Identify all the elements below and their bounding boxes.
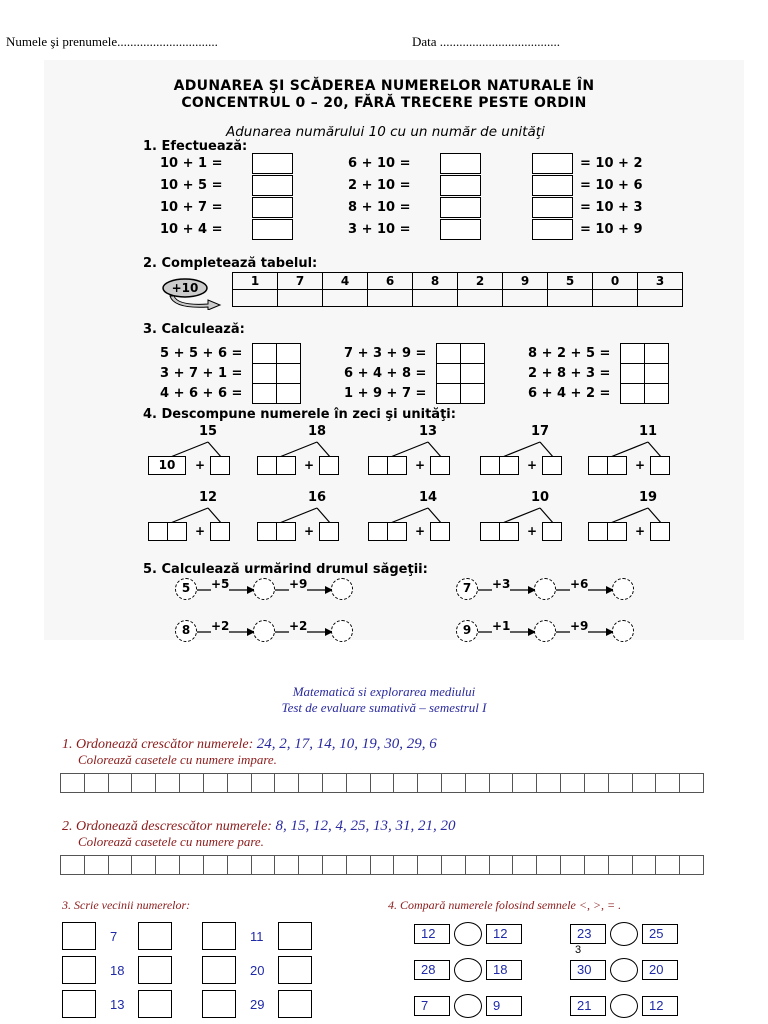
- result-sun-icon[interactable]: [331, 578, 353, 600]
- units-answer-box[interactable]: [542, 522, 562, 541]
- answer-cell[interactable]: [656, 856, 680, 874]
- units-box[interactable]: [607, 522, 627, 541]
- plus-sign: +: [527, 524, 538, 538]
- number-to-decompose: 14: [418, 490, 438, 505]
- number-to-decompose: 12: [198, 490, 218, 505]
- units-box[interactable]: [387, 456, 407, 475]
- tens-box[interactable]: [257, 456, 277, 475]
- equation-label: 8 + 2 + 5 =: [528, 346, 611, 361]
- units-box[interactable]: [499, 522, 519, 541]
- q2-subtext: Colorează casetele cu numere pare.: [78, 834, 264, 849]
- equation-label: 3 + 7 + 1 =: [160, 366, 243, 381]
- answer-cell[interactable]: [633, 856, 657, 874]
- successor-box[interactable]: [138, 956, 172, 984]
- plus-sign: +: [415, 458, 426, 472]
- tens-box[interactable]: [257, 522, 277, 541]
- answer-box[interactable]: [252, 197, 293, 218]
- q3-text: 3. Scrie vecinii numerelor:: [62, 898, 191, 912]
- units-answer-box[interactable]: [210, 522, 230, 541]
- answer-box[interactable]: [532, 153, 573, 174]
- equation-label: 8 + 10 =: [348, 200, 411, 215]
- table-value-cell: 1: [233, 273, 278, 290]
- number-to-decompose: 11: [638, 424, 658, 439]
- table-answer-cell[interactable]: [458, 290, 503, 307]
- compare-sign-circle[interactable]: [454, 958, 482, 982]
- answer-cell[interactable]: [228, 774, 252, 792]
- answer-cell[interactable]: [132, 774, 156, 792]
- compare-left-number: 12: [414, 924, 450, 944]
- answer-cell[interactable]: [252, 856, 276, 874]
- answer-box[interactable]: [440, 219, 481, 240]
- answer-cell[interactable]: [371, 856, 395, 874]
- tens-box[interactable]: [148, 522, 168, 541]
- result-sun-icon[interactable]: [331, 620, 353, 642]
- answer-box-units[interactable]: [276, 343, 301, 364]
- predecessor-box[interactable]: [202, 956, 236, 984]
- table-answer-cell[interactable]: [638, 290, 683, 307]
- equation-label: 10 + 1 =: [160, 156, 223, 171]
- compare-left-number: 21: [570, 996, 606, 1016]
- table-value-cell: 7: [278, 273, 323, 290]
- operation-label: +6: [570, 577, 589, 591]
- table-value-cell: 5: [548, 273, 593, 290]
- tens-box[interactable]: [480, 456, 500, 475]
- table-answer-cell[interactable]: [323, 290, 368, 307]
- plus-sign: +: [304, 524, 315, 538]
- q1-numbers: 24, 2, 17, 14, 10, 19, 30, 29, 6: [256, 736, 437, 752]
- answer-cell[interactable]: [371, 774, 395, 792]
- answer-box[interactable]: [252, 219, 293, 240]
- equation-label: 6 + 10 =: [348, 156, 411, 171]
- given-number: 7: [110, 929, 118, 944]
- answer-box-units[interactable]: [460, 343, 485, 364]
- predecessor-box[interactable]: [202, 922, 236, 950]
- equation-label: 5 + 5 + 6 =: [160, 346, 243, 361]
- section-4-title: 4. Descompune numerele în zeci şi unităţi:: [143, 407, 456, 422]
- section-3-title: 3. Calculează:: [143, 322, 245, 337]
- equation-label: 6 + 4 + 2 =: [528, 386, 611, 401]
- equation-label: = 10 + 9: [580, 222, 643, 237]
- number-to-decompose: 16: [307, 490, 327, 505]
- tens-box[interactable]: 10: [148, 456, 186, 475]
- answer-box-tens[interactable]: [252, 383, 277, 404]
- table-value-cell: 3: [638, 273, 683, 290]
- start-number-sun-icon: 9: [456, 620, 478, 642]
- equation-label: 10 + 7 =: [160, 200, 223, 215]
- answer-box-units[interactable]: [460, 363, 485, 384]
- tens-box[interactable]: [588, 456, 608, 475]
- answer-box-units[interactable]: [460, 383, 485, 404]
- answer-box-tens[interactable]: [252, 343, 277, 364]
- answer-box[interactable]: [252, 153, 293, 174]
- units-answer-box[interactable]: [650, 522, 670, 541]
- result-sun-icon[interactable]: [534, 578, 556, 600]
- equation-label: 6 + 4 + 8 =: [344, 366, 427, 381]
- answer-cell[interactable]: [513, 774, 537, 792]
- units-answer-box[interactable]: [650, 456, 670, 475]
- compare-sign-circle[interactable]: [454, 922, 482, 946]
- answer-cell[interactable]: [299, 774, 323, 792]
- compare-sign-circle[interactable]: [610, 994, 638, 1018]
- q2-numbers: 8, 15, 12, 4, 25, 13, 31, 21, 20: [275, 818, 456, 834]
- start-number-sun-icon: 7: [456, 578, 478, 600]
- answer-cell[interactable]: [513, 856, 537, 874]
- equation-label: 7 + 3 + 9 =: [344, 346, 427, 361]
- q1-answer-strip[interactable]: [60, 773, 704, 793]
- units-box[interactable]: [276, 456, 296, 475]
- answer-cell[interactable]: [228, 856, 252, 874]
- answer-cell[interactable]: [561, 774, 585, 792]
- table-answer-cell[interactable]: [548, 290, 593, 307]
- plus-sign: +: [635, 524, 646, 538]
- answer-cell[interactable]: [323, 774, 347, 792]
- operation-label: +2: [211, 619, 230, 633]
- units-answer-box[interactable]: [430, 456, 450, 475]
- start-number-sun-icon: 8: [175, 620, 197, 642]
- plus-sign: +: [415, 524, 426, 538]
- tens-box[interactable]: [368, 522, 388, 541]
- answer-cell[interactable]: [585, 856, 609, 874]
- answer-cell[interactable]: [490, 774, 514, 792]
- answer-cell[interactable]: [275, 774, 299, 792]
- answer-box[interactable]: [532, 175, 573, 196]
- answer-box[interactable]: [532, 197, 573, 218]
- plus10-arrow-icon: [160, 276, 240, 310]
- units-answer-box[interactable]: [319, 456, 339, 475]
- compare-right-number: 20: [642, 960, 678, 980]
- operation-label: +2: [289, 619, 308, 633]
- number-to-decompose: 13: [418, 424, 438, 439]
- compare-right-number: 12: [642, 996, 678, 1016]
- answer-box-tens[interactable]: [436, 383, 461, 404]
- answer-cell[interactable]: [394, 856, 418, 874]
- answer-cell[interactable]: [323, 856, 347, 874]
- answer-box-units[interactable]: [644, 363, 669, 384]
- compare-right-number: 9: [486, 996, 522, 1016]
- start-number-sun-icon: 5: [175, 578, 197, 600]
- answer-box[interactable]: [532, 219, 573, 240]
- answer-box[interactable]: [440, 175, 481, 196]
- answer-cell[interactable]: [180, 774, 204, 792]
- compare-right-number: 18: [486, 960, 522, 980]
- equation-label: = 10 + 2: [580, 156, 643, 171]
- answer-cell[interactable]: [204, 774, 228, 792]
- plus-sign: +: [527, 458, 538, 472]
- q1-subtext: Colorează casetele cu numere impare.: [78, 752, 277, 767]
- answer-box-units[interactable]: [276, 383, 301, 404]
- successor-box[interactable]: [138, 990, 172, 1018]
- answer-box[interactable]: [440, 153, 481, 174]
- answer-cell[interactable]: [656, 774, 680, 792]
- units-answer-box[interactable]: [430, 522, 450, 541]
- answer-cell[interactable]: [299, 856, 323, 874]
- stray-mark: 3: [575, 944, 582, 956]
- compare-left-number: 28: [414, 960, 450, 980]
- answer-cell[interactable]: [394, 774, 418, 792]
- answer-box-tens[interactable]: [620, 363, 645, 384]
- equation-label: 10 + 4 =: [160, 222, 223, 237]
- number-to-decompose: 18: [307, 424, 327, 439]
- result-sun-icon[interactable]: [253, 620, 275, 642]
- number-to-decompose: 17: [530, 424, 550, 439]
- result-sun-icon[interactable]: [534, 620, 556, 642]
- section-2-title: 2. Completează tabelul:: [143, 256, 318, 271]
- table-answer-cell[interactable]: [413, 290, 458, 307]
- answer-cell[interactable]: [156, 774, 180, 792]
- units-box[interactable]: [167, 522, 187, 541]
- answer-box-tens[interactable]: [252, 363, 277, 384]
- date-label: Data .....................................: [412, 34, 561, 49]
- equation-label: = 10 + 6: [580, 178, 643, 193]
- given-number: 18: [110, 963, 125, 978]
- predecessor-box[interactable]: [62, 922, 96, 950]
- answer-cell[interactable]: [537, 856, 561, 874]
- units-answer-box[interactable]: [542, 456, 562, 475]
- answer-cell[interactable]: [61, 856, 85, 874]
- test-title-line1: Matematică si explorarea mediului: [292, 684, 476, 699]
- plus-sign: +: [195, 524, 206, 538]
- answer-box-tens[interactable]: [620, 343, 645, 364]
- answer-cell[interactable]: [680, 774, 703, 792]
- result-sun-icon[interactable]: [253, 578, 275, 600]
- equation-label: 4 + 6 + 6 =: [160, 386, 243, 401]
- operation-label: +3: [492, 577, 511, 591]
- plus-sign: +: [635, 458, 646, 472]
- successor-box[interactable]: [138, 922, 172, 950]
- predecessor-box[interactable]: [202, 990, 236, 1018]
- answer-cell[interactable]: [466, 774, 490, 792]
- table-answer-cell[interactable]: [368, 290, 413, 307]
- answer-cell[interactable]: [275, 856, 299, 874]
- answer-box-tens[interactable]: [436, 343, 461, 364]
- q2-answer-strip[interactable]: [60, 855, 704, 875]
- equation-label: 2 + 8 + 3 =: [528, 366, 611, 381]
- units-box[interactable]: [276, 522, 296, 541]
- answer-cell[interactable]: [442, 774, 466, 792]
- answer-box-tens[interactable]: [620, 383, 645, 404]
- answer-cell[interactable]: [609, 856, 633, 874]
- units-answer-box[interactable]: [319, 522, 339, 541]
- section-5-title: 5. Calculează urmărind drumul săgeţii:: [143, 562, 428, 577]
- compare-sign-circle[interactable]: [454, 994, 482, 1018]
- number-to-decompose: 19: [638, 490, 658, 505]
- answer-cell[interactable]: [490, 856, 514, 874]
- test-title-line2: Test de evaluare sumativă – semestrul I: [281, 700, 487, 715]
- worksheet-title-line1: ADUNAREA ŞI SCĂDEREA NUMERELOR NATURALE ÎN: [173, 78, 595, 94]
- compare-left-number: 7: [414, 996, 450, 1016]
- given-number: 13: [110, 997, 125, 1012]
- equation-label: 3 + 10 =: [348, 222, 411, 237]
- q2-text: 2. Ordonează descrescător numerele: 8, 15, 12, 4, 25, 13, 31, 21, 20: [62, 818, 456, 834]
- answer-cell[interactable]: [442, 856, 466, 874]
- compare-sign-circle[interactable]: [610, 922, 638, 946]
- compare-left-number: 30: [570, 960, 606, 980]
- units-box[interactable]: [499, 456, 519, 475]
- compare-right-number: 25: [642, 924, 678, 944]
- tens-box[interactable]: [480, 522, 500, 541]
- successor-box[interactable]: [278, 956, 312, 984]
- equation-label: = 10 + 3: [580, 200, 643, 215]
- operation-label: +1: [492, 619, 511, 633]
- table-value-cell: 2: [458, 273, 503, 290]
- answer-box-units[interactable]: [644, 383, 669, 404]
- result-sun-icon[interactable]: [612, 620, 634, 642]
- compare-sign-circle[interactable]: [610, 958, 638, 982]
- answer-cell[interactable]: [561, 856, 585, 874]
- answer-cell[interactable]: [85, 774, 109, 792]
- units-answer-box[interactable]: [210, 456, 230, 475]
- answer-cell[interactable]: [347, 856, 371, 874]
- table-value-cell: 8: [413, 273, 458, 290]
- answer-cell[interactable]: [418, 774, 442, 792]
- predecessor-box[interactable]: [62, 990, 96, 1018]
- operation-label: +5: [211, 577, 230, 591]
- answer-cell[interactable]: [85, 856, 109, 874]
- units-box[interactable]: [387, 522, 407, 541]
- given-number: 29: [250, 997, 265, 1012]
- table-answer-cell[interactable]: [233, 290, 278, 307]
- plus10-table: [232, 272, 683, 307]
- answer-cell[interactable]: [156, 856, 180, 874]
- answer-cell[interactable]: [61, 774, 85, 792]
- units-box[interactable]: [607, 456, 627, 475]
- plus10-label: +10: [171, 281, 199, 295]
- compare-left-number: 23: [570, 924, 606, 944]
- tens-box[interactable]: [368, 456, 388, 475]
- result-sun-icon[interactable]: [612, 578, 634, 600]
- answer-cell[interactable]: [180, 856, 204, 874]
- answer-box[interactable]: [440, 197, 481, 218]
- given-number: 11: [250, 929, 264, 944]
- answer-cell[interactable]: [466, 856, 490, 874]
- worksheet-subtitle: Adunarea numărului 10 cu un număr de unităţi: [226, 124, 545, 140]
- answer-cell[interactable]: [585, 774, 609, 792]
- section-1-title: 1. Efectuează:: [143, 139, 248, 154]
- operation-label: +9: [570, 619, 589, 633]
- answer-cell[interactable]: [109, 856, 133, 874]
- operation-label: +9: [289, 577, 308, 591]
- answer-cell[interactable]: [680, 856, 703, 874]
- table-value-cell: 0: [593, 273, 638, 290]
- successor-box[interactable]: [278, 990, 312, 1018]
- equation-label: 1 + 9 + 7 =: [344, 386, 427, 401]
- equation-label: 2 + 10 =: [348, 178, 411, 193]
- name-label: Numele şi prenumele...............................: [6, 34, 218, 49]
- answer-cell[interactable]: [204, 856, 228, 874]
- given-number: 20: [250, 963, 265, 978]
- table-value-cell: 9: [503, 273, 548, 290]
- answer-cell[interactable]: [537, 774, 561, 792]
- plus-sign: +: [304, 458, 315, 472]
- successor-box[interactable]: [278, 922, 312, 950]
- answer-cell[interactable]: [252, 774, 276, 792]
- number-to-decompose: 10: [530, 490, 550, 505]
- answer-cell[interactable]: [347, 774, 371, 792]
- answer-box[interactable]: [252, 175, 293, 196]
- table-value-cell: 4: [323, 273, 368, 290]
- answer-cell[interactable]: [609, 774, 633, 792]
- answer-box-units[interactable]: [276, 363, 301, 384]
- answer-cell[interactable]: [109, 774, 133, 792]
- table-answer-cell[interactable]: [278, 290, 323, 307]
- answer-box-units[interactable]: [644, 343, 669, 364]
- tens-box[interactable]: [588, 522, 608, 541]
- answer-cell[interactable]: [132, 856, 156, 874]
- compare-right-number: 12: [486, 924, 522, 944]
- answer-box-tens[interactable]: [436, 363, 461, 384]
- predecessor-box[interactable]: [62, 956, 96, 984]
- q1-text: 1. Ordonează crescător numerele: 24, 2, 17, 14, 10, 19, 30, 29, 6: [62, 736, 437, 752]
- worksheet-title-line2: CONCENTRUL 0 – 20, FĂRĂ TRECERE PESTE ORDIN: [181, 95, 587, 111]
- answer-cell[interactable]: [633, 774, 657, 792]
- number-to-decompose: 15: [198, 424, 218, 439]
- q4-text: 4. Compară numerele folosind semnele <, >, = .: [388, 898, 622, 912]
- table-answer-cell[interactable]: [503, 290, 548, 307]
- table-value-cell: 6: [368, 273, 413, 290]
- table-answer-cell[interactable]: [593, 290, 638, 307]
- answer-cell[interactable]: [418, 856, 442, 874]
- plus-sign: +: [195, 458, 206, 472]
- equation-label: 10 + 5 =: [160, 178, 223, 193]
